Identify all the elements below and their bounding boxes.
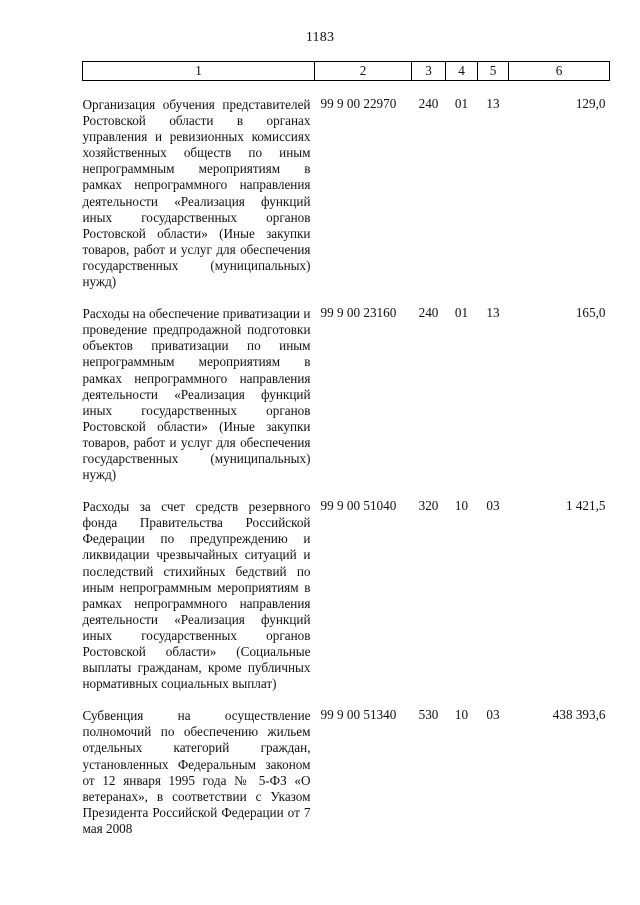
page-number: 1183 (305, 30, 335, 45)
row-name: Расходы на обеспечение приватизации и проведение предпродажной подготовки объектов приватизации по иным непрограммным мероприятиям в рамках непрограммного направления деятельности «Реализация функций иных государственных органов Ростовской области» (Иные закупки товаров, работ и услуг для обеспечения государственных (муниципальных) нужд) (82, 306, 311, 483)
row-subsection: 13 (486, 96, 500, 111)
row-amount: 165,0 (575, 305, 606, 321)
row-code: 99 9 00 51340 (320, 707, 397, 723)
column-header-5: 5 (478, 62, 509, 81)
row-name: Организация обучения представителей Ростовской области в органах управления и ревизионных комиссиях хозяйственных обществ по иным непрограммным мероприятиям в рамках непрограммного направления деятельности «Реализация функций иных государственных органов Ростовской области» (Иные закупки товаров, работ и услуг для обеспечения государственных (муниципальных) нужд) (82, 97, 311, 290)
row-subsection: 03 (486, 707, 500, 723)
row-name: Расходы за счет средств резервного фонда Правительства Российской Федерации по предупреждению и ликвидации чрезвычайных ситуаций и последствий стихийных бедствий по иным непрограммным мероприятиям в рамках непрограммного направления деятельности «Реализация функций иных государственных органов Ростовской области» (Социальные выплаты гражданам, кроме публичных нормативных социальных выплат) (82, 499, 311, 692)
row-expense-type: 530 (418, 707, 439, 723)
table-row (83, 96, 610, 290)
table-header-row (83, 62, 610, 81)
budget-table (82, 61, 610, 837)
row-section: 01 (454, 305, 469, 321)
table-row (83, 707, 610, 837)
table-row (83, 305, 610, 483)
row-code: 99 9 00 51040 (320, 498, 397, 514)
column-header-3: 3 (412, 62, 446, 81)
row-expense-type: 320 (418, 498, 439, 514)
row-subsection: 13 (486, 305, 500, 321)
row-expense-type: 240 (418, 305, 439, 321)
row-section: 10 (454, 707, 469, 723)
row-amount: 1 421,5 (565, 498, 606, 514)
row-expense-type: 240 (418, 96, 439, 111)
column-header-1: 1 (83, 62, 315, 81)
column-header-2: 2 (315, 62, 412, 81)
column-header-6: 6 (509, 62, 610, 81)
row-section: 10 (454, 498, 469, 514)
row-code: 99 9 00 23160 (320, 305, 397, 321)
row-name: Субвенция на осуществление полномочий по обеспечению жильем отдельных категорий граждан, установленных Федеральным законом от 12 января 1995 года № 5-ФЗ «О ветеранах», в соответствии с Указом Президента Российской Федерации от 7 мая 2008 (82, 708, 311, 836)
row-amount: 129,0 (575, 96, 606, 111)
row-section: 01 (454, 96, 469, 111)
column-header-4: 4 (446, 62, 478, 81)
row-code: 99 9 00 22970 (320, 96, 397, 111)
row-subsection: 03 (486, 498, 500, 514)
row-amount: 438 393,6 (552, 707, 606, 723)
table-row (83, 498, 610, 692)
